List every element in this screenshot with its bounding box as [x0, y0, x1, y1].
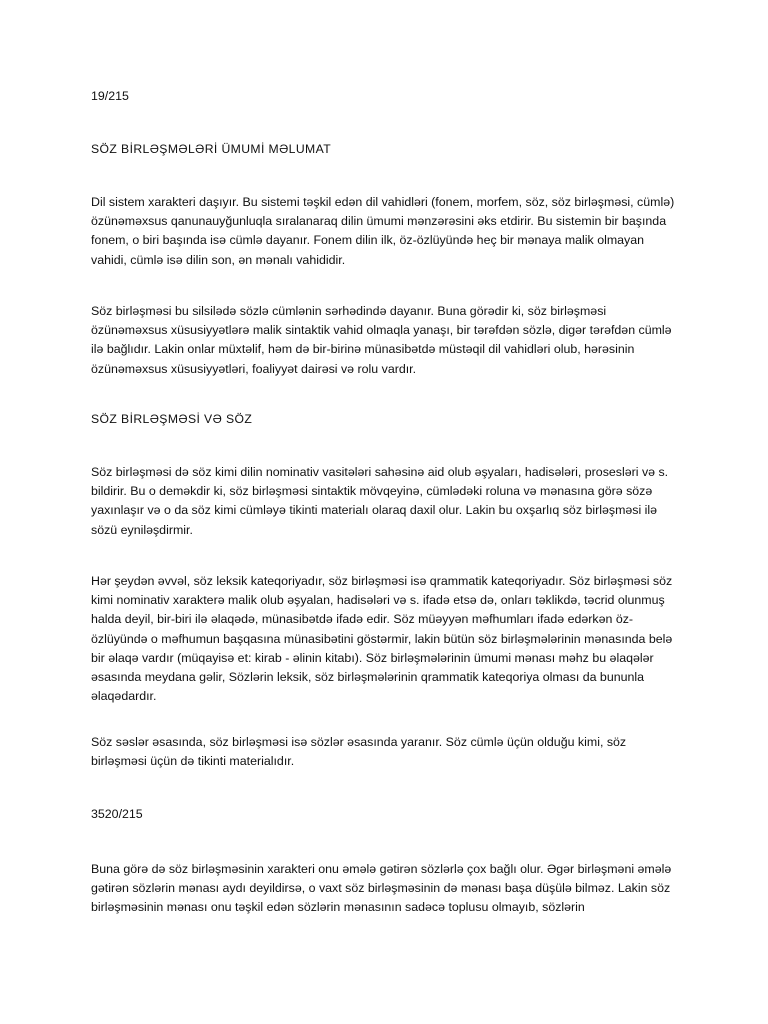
paragraph: Söz birləşməsi bu silsilədə sözlə cümlənin sərhədində dayanır. Buna görədir ki, söz birləşməsi özünəməxsus xüsusiyyətlərə malik sintaktik vahid olmaqla yanaşı, bir tərəfdən sözlə, digər tərəfdən cümlə ilə bağlıdır. Lakin onlar müxtəlif, həm də bir-birinə münasibətdə müstəqil dil vahidləri olub, hərəsinin özünəməxsus xüsusiyyətləri, foaliyyət dairəsi və rolu vardır.	[91, 304, 672, 376]
section-heading-phrase-and-word: SÖZ BİRLƏŞMƏSİ VƏ SÖZ	[91, 412, 253, 426]
paragraph: Buna görə də söz birləşməsinin xarakteri onu əmələ gətirən sözlərlə çox bağlı olur. Əgər birləşməni əmələ gətirən sözlərin mənası aydı deyildirsə, o vaxt söz birləşməsinin də mənası başa düşülə bilməz. Lakin söz birləşməsinin mənası onu təşkil edən sözlərin mənasının sadəcə toplusu olmayıb, sözlərin	[91, 862, 672, 915]
paragraph: Söz birləşməsi də söz kimi dilin nominativ vasitələri sahəsinə aid olub əşyaları, hadisələri, prosesləri və s. bildirir. Bu o deməkdir ki, söz birləşməsi sintaktik mövqeyinə, cümlədəki roluna və mənasına görə sözə yaxınlaşır və o da söz kimi cümləyə tikinti materialı olaraq daxil olur. Lakin bu oxşarlıq söz birləşməsi ilə sözü eyniləşdirmir.	[91, 465, 669, 537]
section-heading-general-info: SÖZ BİRLƏŞMƏLƏRİ ÜMUMİ MƏLUMAT	[91, 142, 332, 156]
page-number-marker: 19/215	[91, 89, 129, 103]
paragraph: Dil sistem xarakteri daşıyır. Bu sistemi təşkil edən dil vahidləri (fonem, morfem, söz, söz birləşməsi, cümlə) özünəməxsus qanunauyğunluqla sıralanaraq dilin ümumi mənzərəsini əks etdirir. Bu sistemin bir başında fonem, o biri başında isə cümlə dayanır. Fonem dilin ilk, öz-özlüyündə heç bir mənaya malik olmayan vahidi, cümlə isə dilin son, ən mənalı vahididir.	[91, 195, 675, 267]
page-number-marker: 3520/215	[91, 807, 143, 821]
paragraph: Hər şeydən əvvəl, söz leksik kateqoriyadır, söz birləşməsi isə qrammatik kateqoriyadır. Söz birləşməsi söz kimi nominativ xarakterə malik olub əşyalan, hadisələri və s. ifadə etsə də, onları təklikdə, təcrid olunmuş halda deyil, bir-biri ilə əlaqədə, münasibətdə ifadə edir. Söz müəyyən məfhumları ifadə edərkən öz-özlüyündə o məfhumun başqasına münasibətini göstərmir, lakin bütün söz birləşmələrinin mənasında belə bir əlaqə vardır (müqayisə et: kirab - əlinin kitabı). Söz birləşmələrinin ümumi mənası məhz bu əlaqələr əsasında meydana gəlir, Sözlərin leksik, söz birləşmələrinin qrammatik kateqoriya olması da bununla əlaqədardır.	[91, 574, 673, 704]
paragraph: Söz səslər əsasında, söz birləşməsi isə sözlər əsasında yaranır. Söz cümlə üçün olduğu kimi, söz birləşməsi üçün də tikinti materialıdır.	[91, 735, 627, 769]
